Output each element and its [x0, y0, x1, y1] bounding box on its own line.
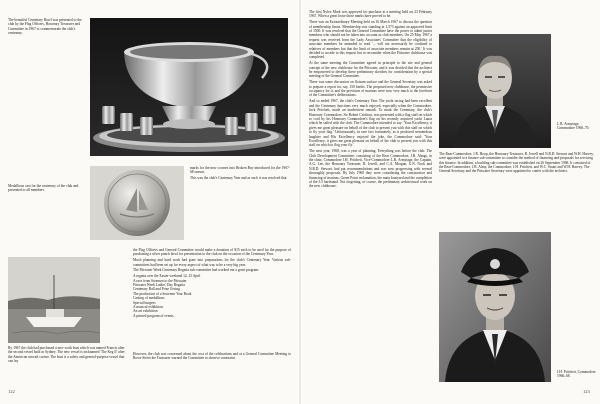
list-item: A race from Swansea to the Pittwater: [133, 278, 187, 283]
right-page: [301, 0, 600, 404]
left-col-mid: [133, 248, 291, 318]
bowl-caption: The beautiful Centenary Bowl was presented to the club by the Flag Officers, Honorary Treasurer and Committee in 1967 to commemorate the club's centenary.: [8, 18, 82, 35]
page-number-left: 122: [8, 389, 15, 394]
finance-committee-text: The Rear-Commodore, J.R. Hoop, the Honorary Treasurer, R. Jewell and N.R.D. Stewart and W.H. Harvey, were appointed to a finance sub-committee to consider the method of financing and proposals for servicing this finance. In addition, a building sub-committee was established on 26 September 1968. It consisted of the Rear-Commodore, J.R. Almy, the Commodore, J.H. Pritchett, and W.C. Stuart and W.H. Harvey. The General Secretary and the Pittwater Secretary were appointed to confer with the architect.: [439, 152, 594, 174]
bowl-illustration: [90, 18, 288, 156]
paragraph: There was some discussion on flotsam surface and the General Secretary was asked to prepare a report for, say, 150 berths. The proposed new clubhouse, the permissive occupancy for it, and the provision of marinas were now very much to the forefront of the Committee's deliberations.: [309, 80, 432, 98]
armytage-caption: L.R. Armytage, Commodore 1968–70.: [557, 122, 590, 131]
pritchett-caption: J.H. Pritchett, Commodore 1966–68.: [557, 370, 596, 379]
paragraph: There was an Extraordinary Meeting held on 16 March 1967 to discuss the question of membership limits. Membership was standing at 1,573 against an approved limit of 1500. It was resolved that the General Committee have the power to admit junior members who should not be taken into account as club members. On 25 May 1967 a request was received from the Lady Associates' Committee that the eligibility of associate members be amended to read '... will not necessarily be confined to relatives of members but that the limit of associate members remain at 250.' It was decided to accede to this request but to reconsider when the Pittwater clubhouse was completed.: [309, 20, 432, 60]
left-col-bottom: [133, 352, 291, 362]
paragraph: the Flag Officers and General Committee would make a donation of $15 each to be used for the purpose of purchasing a silver punch bowl for presentation to the club on the occasion of the Centenary Year.: [133, 248, 291, 257]
paragraph: Much planning and hard work had gone into preparations for the club's Centenary Year. Various sub-committees had been set up for every aspect of what was to be a very big year.: [133, 258, 291, 267]
left-page: [0, 0, 299, 404]
list-item: Centenary Ball and Prize Giving: [133, 287, 180, 292]
paragraph: However, the club was concerned about the cost of the celebrations and at a General Committee Meeting to Rowe Street the Treasurer warned the Committee to observe constraint.: [133, 352, 291, 361]
portrait-pritchett: [439, 232, 551, 382]
list-item: A printed program of events.: [133, 313, 175, 318]
paragraph: At the same meeting the Committee agreed in principle to the site and general concept of the new clubhouse for the Pittwater, and it was decided that the architect be empowered to develop these preliminary sketches for consideration by a special meeting of the General Committee.: [309, 61, 432, 79]
paragraph: marks for the new courses into Broken Bay introduced for the 1967-68 season.: [190, 166, 290, 175]
paragraph: The next year, 1968, was a year of planning. Everything was before the club. The Club Development Committee, consisting of the Rear Commodore, J.R. Almgs, in the chair, Commodore J.H. Pritchett, Vice-Commodore L.R. Armytage, the Captain, A.G. Lee, the Honorary Treasurer, R. Jewell, and C.A. Morgan, G.N. Nock and N.R.D. Stewart, had put recommendations and was now progressing with several thoroughly proposals. By July 1968 they were considering the construction and financing of marinas, Green Point reclamation, the main boatyard and the completion of the 5.5 hardstand. Not forgetting, of course, the preliminary architectural work on the new clubhouse.: [309, 149, 432, 189]
centenary-program-list: [133, 274, 291, 318]
workboat-caption: By 1967 the club had purchased a new work boat which was named Francis after the second vessel built in Sydney. The new vessel is nicknamed 'The Keg Ii' after the American aircraft carrier. The boat is a safety and general-purpose vessel that can lay: [8, 346, 125, 363]
left-col-top: [190, 166, 290, 182]
paragraph: This was the club's Centenary Year and as such it was resolved that: [190, 176, 287, 181]
centenary-bowl-photo: [90, 18, 288, 156]
list-item: A regatta over the Easter weekend 12–15 April: [133, 274, 201, 279]
list-item: An art exhibition: [133, 309, 158, 314]
boat-hull: [26, 317, 82, 327]
paragraph: The Pittwater Week Centenary Regatta sub-committee had worked out a great program:: [133, 268, 260, 273]
right-col-text: [309, 10, 432, 382]
workboat-photo: [8, 257, 100, 343]
paragraph: And so ended 1967, the club's Centenary Year. The yacht racing had been excellent and the Centenary functions very much enjoyed, especially when the Commodore, Jack Pritchett, made an inadvertent remark. To mark the Centenary, the club's Honorary Commodore, Sir Robert Crichton, was presented with a flag staff on which to cord by his Honorary Commodore's flag on his recently acquired yacht Laura which he sailed with the club. The Commodore intended to say: 'Your Excellency, it gives me great pleasure on behalf of the club to present you with this staff on which to fly your flag.' Unfortunately, in rare fact fortunately, as it produced tremendous laughter and His Excellency enjoyed the joke, the Commodore said: 'Your Excellency, it gives me great pleasure on behalf of the club to present you with this staff on which to flog your fly.': [309, 99, 432, 148]
page-number-right: 123: [583, 389, 590, 394]
medallion-caption: Medallions cast for the centenary of the club and presented to all members.: [8, 184, 79, 193]
list-item: A musical exhibition: [133, 305, 163, 310]
face: [475, 272, 515, 320]
list-item: Pittwater Week Ladies' Day Regatta: [133, 283, 185, 288]
medallion-photo: [90, 166, 184, 240]
portrait-armytage: [439, 34, 551, 148]
list-item: The production of a Souvenir Year Book: [133, 291, 192, 296]
list-item: Special burgees: [133, 300, 156, 305]
list-item: Casting of medallions: [133, 296, 165, 301]
paragraph: The first Nylex Mark was approved for purchase at a meeting held on 23 February 1967. When a great loose those marks have proved to be.: [309, 10, 432, 19]
